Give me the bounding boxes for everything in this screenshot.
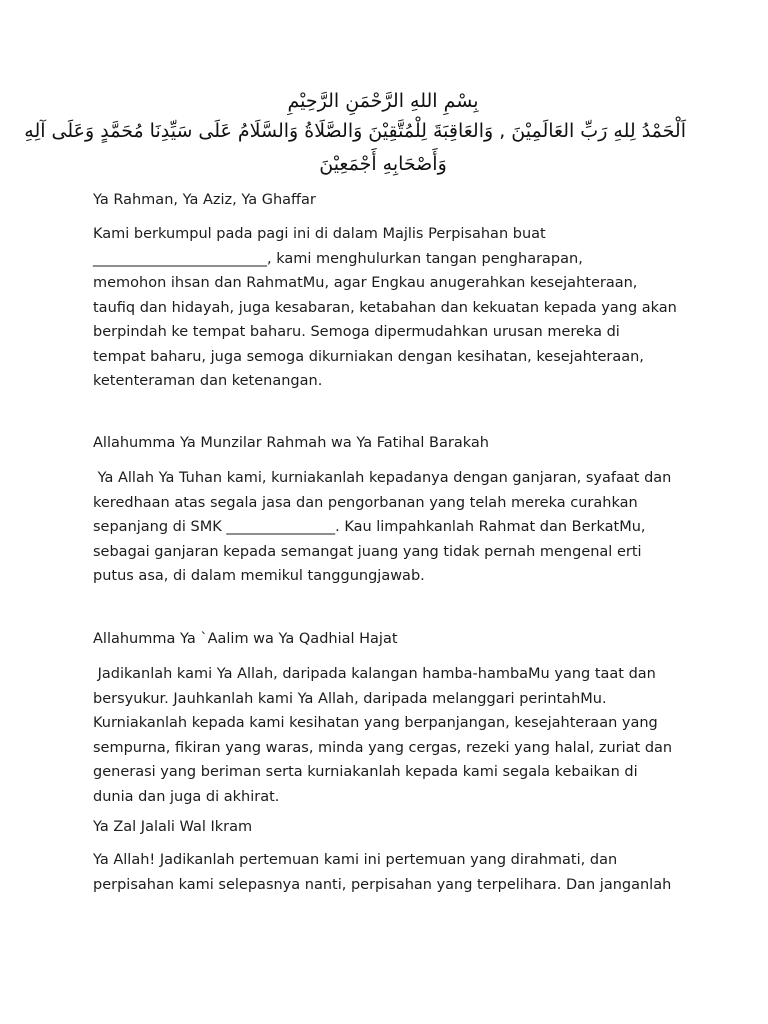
arabic-opening-line-end: وَأَصْحَابِهِ أَجْمَعِيْنَ — [319, 153, 447, 175]
paragraph-line: tempat baharu, juga semoga dikurniakan dengan kesihatan, kesejahteraan, — [93, 348, 644, 365]
paragraph-line: sepanjang di SMK _______________. Kau limpahkanlah Rahmat dan BerkatMu, — [93, 519, 646, 535]
paragraph-line: Jadikanlah kami Ya Allah, daripada kalangan hamba-hambaMu yang taat dan — [93, 666, 656, 682]
arabic-basmalah: بِسْمِ اللهِ الرَّحْمَنِ الرَّحِيْمِ — [287, 90, 479, 112]
paragraph-line: keredhaan atas segala jasa dan pengorbanan yang telah mereka curahkan — [93, 494, 638, 511]
paragraph-line: Ya Allah Ya Tuhan kami, kurniakanlah kepadanya dengan ganjaran, syafaat dan — [93, 470, 672, 486]
section-heading: Allahumma Ya `Aalim wa Ya Qadhial Hajat — [93, 631, 398, 647]
paragraph-line: taufiq dan hidayah, juga kesabaran, ketabahan dan kekuatan kepada yang akan — [93, 299, 677, 316]
section-heading: Allahumma Ya Munzilar Rahmah wa Ya Fatihal Barakah — [93, 435, 489, 451]
section-heading: Ya Zal Jalali Wal Ikram — [93, 819, 253, 835]
paragraph-line: dunia dan juga di akhirat. — [93, 788, 280, 805]
arabic-opening-line: اَلْحَمْدُ لِلهِ رَبِّ العَالَمِيْنَ , وَالعَاقِبَةَ لِلْمُتَّقِيْنَ وَالصَّلَاةُ وَالسَّلَامُ عَلَى سَيِّدِنَا مُحَمَّدٍ وَعَلَى آلِهِ — [24, 120, 686, 142]
paragraph-line: perpisahan kami selepasnya nanti, perpisahan yang terpelihara. Dan janganlah — [93, 876, 672, 893]
paragraph-line: Kurniakanlah kepada kami kesihatan yang berpanjangan, kesejahteraan yang — [93, 715, 658, 731]
paragraph-2 — [93, 466, 693, 589]
paragraph-line: generasi yang beriman serta kurniakanlah kepada kami segala kebaikan di — [93, 764, 638, 780]
paragraph-line: bersyukur. Jauhkanlah kami Ya Allah, daripada melanggari perintahMu. — [93, 690, 607, 707]
paragraph-line: sempurna, fikiran yang waras, minda yang cergas, rezeki yang halal, zuriat dan — [93, 739, 673, 756]
paragraph-3 — [93, 662, 693, 809]
heading-ya-rahman — [93, 188, 693, 213]
paragraph-line: putus asa, di dalam memikul tanggungjawab. — [93, 568, 425, 584]
section-heading: Ya Rahman, Ya Aziz, Ya Ghaffar — [93, 192, 316, 208]
paragraph-1 — [93, 222, 693, 394]
heading-munzilar-rahmah — [93, 431, 693, 456]
paragraph-line: ________________________, kami menghulurkan tangan pengharapan, — [93, 250, 583, 267]
paragraph-line: Ya Allah! Jadikanlah pertemuan kami ini pertemuan yang dirahmati, dan — [93, 852, 618, 868]
paragraph-line: sebagai ganjaran kepada semangat juang yang tidak pernah mengenal erti — [93, 543, 642, 560]
paragraph-line: memohon ihsan dan RahmatMu, agar Engkau anugerahkan kesejahteraan, — [93, 275, 638, 291]
paragraph-line: ketenteraman dan ketenangan. — [93, 373, 323, 389]
paragraph-line: berpindah ke tempat baharu. Semoga dipermudahkan urusan mereka di — [93, 324, 620, 340]
heading-aalim — [93, 627, 693, 652]
heading-zal-jalali — [93, 815, 693, 840]
paragraph-line: Kami berkumpul pada pagi ini di dalam Majlis Perpisahan buat — [93, 226, 546, 242]
paragraph-4 — [93, 848, 693, 897]
